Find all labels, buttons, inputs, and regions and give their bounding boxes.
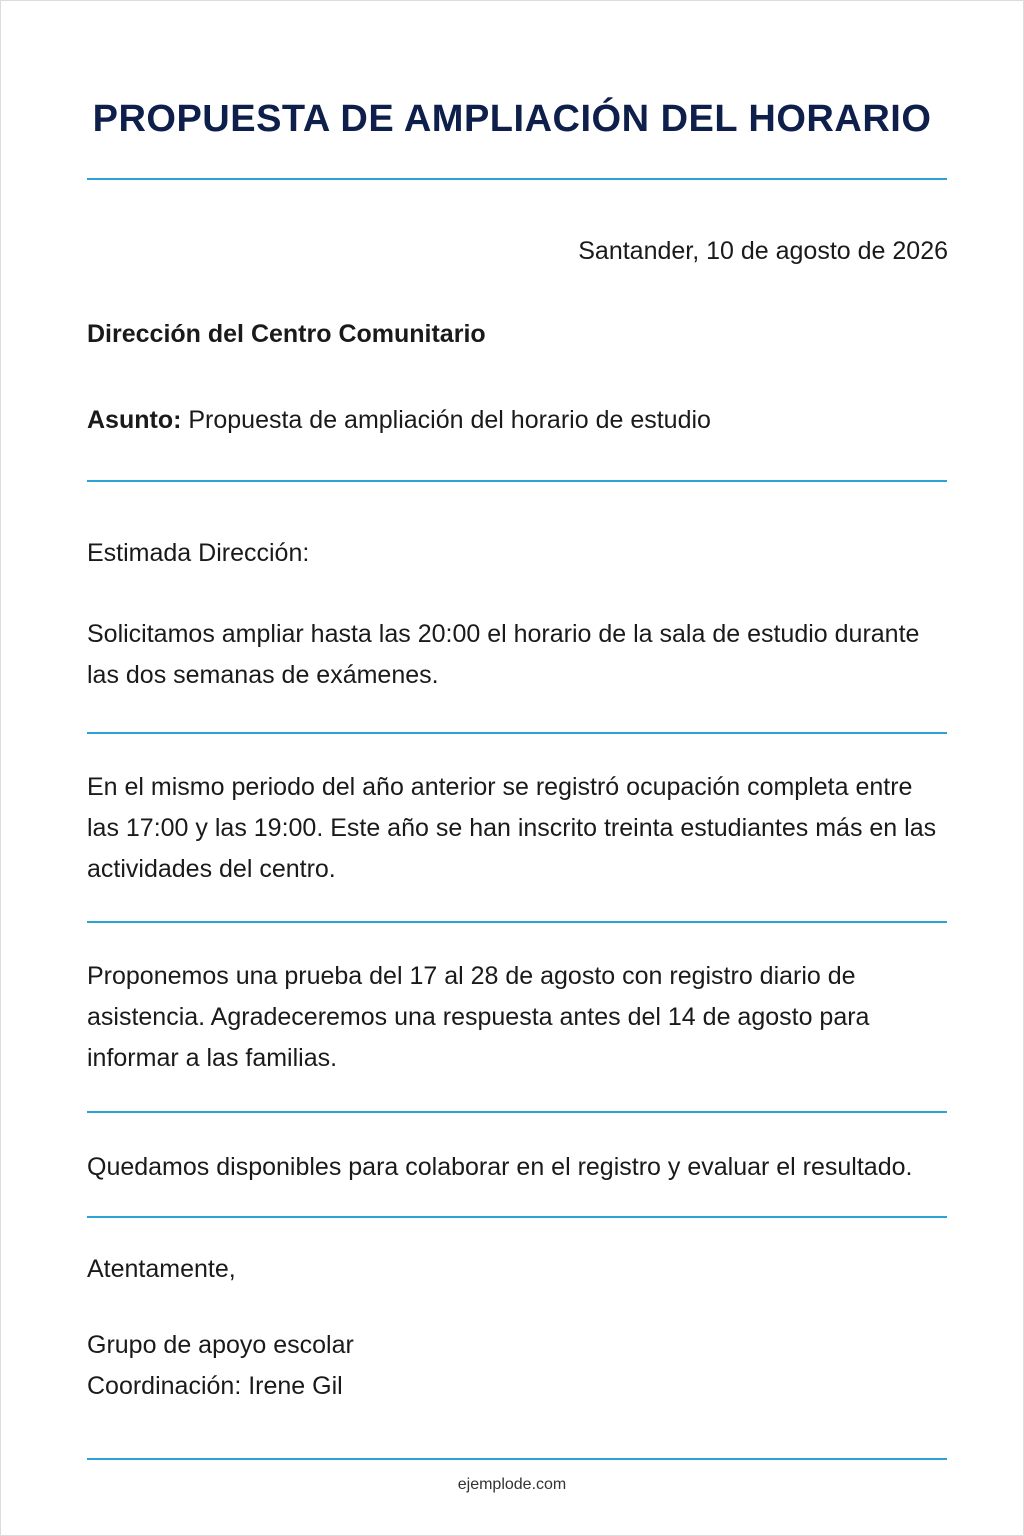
paragraph-2: En el mismo periodo del año anterior se registró ocupación completa entre las 17:00 y las 19:00. Este año se han inscrito treinta estudiantes más en las actividades del centro. bbox=[87, 773, 937, 883]
paragraph-3: Proponemos una prueba del 17 al 28 de agosto con registro diario de asistencia. Agradeceremos una respuesta antes del 14 de agosto para informar a las familias. bbox=[87, 962, 870, 1072]
divider bbox=[87, 1216, 947, 1218]
greeting: Estimada Dirección: bbox=[87, 539, 310, 567]
subject-text: Propuesta de ampliación del horario de estudio bbox=[188, 406, 711, 434]
divider bbox=[87, 732, 947, 734]
paragraph-1: Solicitamos ampliar hasta las 20:00 el horario de la sala de estudio durante las dos semanas de exámenes. bbox=[87, 620, 920, 689]
document-title: PROPUESTA DE AMPLIACIÓN DEL HORARIO bbox=[92, 98, 932, 140]
divider bbox=[87, 178, 947, 180]
divider bbox=[87, 1111, 947, 1113]
divider bbox=[87, 480, 947, 482]
paragraph-4: Quedamos disponibles para colaborar en el registro y evaluar el resultado. bbox=[87, 1153, 913, 1181]
signature-group: Grupo de apoyo escolar bbox=[87, 1331, 354, 1359]
divider bbox=[87, 1458, 947, 1460]
closing: Atentamente, bbox=[87, 1255, 236, 1283]
divider bbox=[87, 921, 947, 923]
recipient: Dirección del Centro Comunitario bbox=[87, 320, 486, 348]
subject-line bbox=[87, 400, 947, 441]
date-line: Santander, 10 de agosto de 2026 bbox=[578, 237, 948, 265]
subject-label: Asunto: bbox=[87, 406, 182, 434]
signature-coordinator: Coordinación: Irene Gil bbox=[87, 1372, 343, 1400]
footer-site: ejemplode.com bbox=[457, 1476, 567, 1493]
